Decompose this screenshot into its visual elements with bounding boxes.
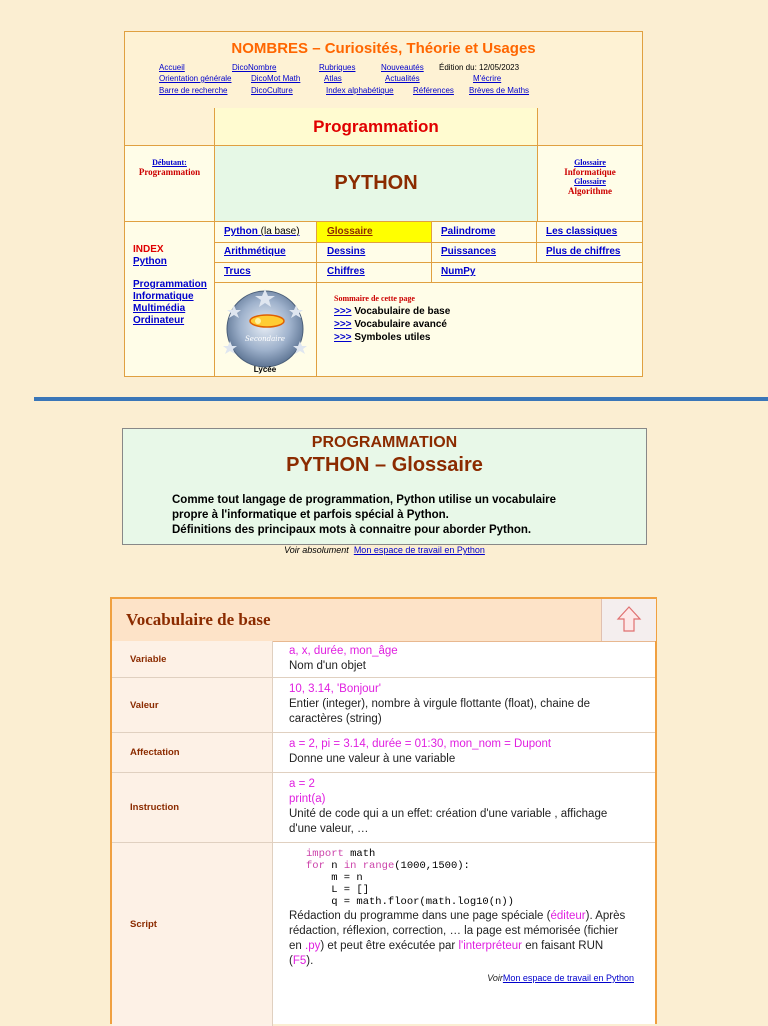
nav-index-alpha[interactable]: Index alphabétique [326,86,394,95]
row-definition-1: Entier (integer), nombre à virgule flottante (float), chaine de [289,698,591,710]
site-header [124,31,643,377]
summary-title: Sommaire de cette page [334,294,415,303]
table-row-valeur [112,678,655,733]
page-title: PYTHON – Glossaire [286,454,483,476]
script-workspace-link[interactable]: Mon espace de travail en Python [502,973,634,983]
summary-item-1[interactable]: >>> Vocabulaire de base [334,306,451,317]
index-label: INDEX [133,244,164,255]
index-informatique-link[interactable]: Informatique [133,291,194,302]
script-description: Rédaction du programme dans une page spéciale (éditeur). Après rédaction, réflexion, correction, … la page est mémorisée (fichier en .py) et peut être exécutée par l'interpréteur en faisant RUN (F5). [289,910,626,967]
nav-atlas[interactable]: Atlas [324,74,342,83]
glossaire-link-2[interactable]: Glossaire [574,177,606,186]
row-label: Variable [130,654,167,665]
badge-label: Lycée [253,365,277,374]
page-summary [334,294,450,344]
grid-chiffres-link[interactable]: Chiffres [327,266,365,277]
vocab-header [112,599,655,642]
code-block: import math for n in range(1000,1500): m = n L = [] q = math.floor(math.log10(n)) [306,848,514,908]
corner-cell [125,108,215,146]
grid-trucs-link[interactable]: Trucs [224,266,251,277]
summary-link-3[interactable]: >>> [334,332,352,343]
nav-orientation[interactable]: Orientation générale [159,74,232,83]
voir-workspace-link[interactable]: Mon espace de travail en Python [353,545,485,555]
topic-title: PYTHON [334,172,418,194]
grid-glossaire-link[interactable]: Glossaire [327,226,373,237]
row-definition-2: d'une valeur, … [289,823,369,835]
table-row-script [112,843,655,1026]
row-example: a, x, durée, mon_âge [289,645,398,657]
grid-python-link[interactable]: Python [224,226,258,237]
interpreteur-link[interactable]: l'interpréteur [458,940,522,952]
edition-date: Édition du: 12/05/2023 [439,63,520,72]
topic-grid [214,222,642,376]
summary-item-2[interactable]: >>> Vocabulaire avancé [334,319,447,330]
nav-nouveautes[interactable]: Nouveautés [381,63,424,72]
nav-breves[interactable]: Brèves de Maths [469,86,530,95]
beginner-link[interactable]: Débutant: [152,158,187,167]
intro-line-2: propre à l'informatique et parfois spécial à Python. [172,509,449,521]
index-python-link[interactable]: Python [133,256,167,267]
nav-diconombre[interactable]: DicoNombre [232,63,277,72]
section-title-cell [215,108,537,146]
index-ordinateur-link[interactable]: Ordinateur [133,315,185,326]
page-intro [172,493,556,538]
grid-dessins-link[interactable]: Dessins [327,246,366,257]
row-definition-2: caractères (string) [289,713,382,725]
voir-prefix: Voir absolument [284,545,349,555]
nav-diconculture[interactable]: DicoCulture [251,86,293,95]
index-cell [125,222,215,376]
lycee-badge-icon [214,283,316,376]
level-badge[interactable] [214,283,316,376]
grid-plus-chiffres-link[interactable]: Plus de chiffres [546,246,621,257]
grid-palindrome-link[interactable]: Palindrome [441,226,496,237]
index-multimedia-link[interactable]: Multimédia [133,303,186,314]
nav-recherche[interactable]: Barre de recherche [159,86,228,95]
glossaire-link-1[interactable]: Glossaire [574,158,606,167]
section-divider [34,397,768,401]
row-example: a = 2, pi = 3.14, durée = 01:30, mon_nom = Dupont [289,738,552,750]
row-label: Script [130,919,157,930]
grid-python-suffix: (la base) [257,226,300,237]
row-label: Instruction [130,802,180,813]
row-definition: Nom d'un objet [289,660,366,672]
section-title: Programmation [313,117,439,136]
nav-mecrire[interactable]: M'écrire [473,74,502,83]
summary-link-2[interactable]: >>> [334,319,352,330]
badge-text: Secondaire [245,335,285,343]
page-kicker: PROGRAMMATION [311,434,458,451]
row-label: Valeur [130,700,159,711]
nav-actualites[interactable]: Actualités [385,74,420,83]
grid-numpy-link[interactable]: NumPy [441,266,476,277]
voir-absolument [122,545,647,555]
grid-puissances-link[interactable]: Puissances [441,246,497,257]
row-definition-1: Unité de code qui a un effet: création d'une variable , affichage [289,808,608,820]
index-programmation-link[interactable]: Programmation [133,279,207,290]
back-to-top-button[interactable] [601,599,656,641]
nav-dicomot[interactable]: DicoMot Math [251,74,301,83]
script-content [289,848,644,986]
table-row-affectation [112,733,655,773]
intro-line-3: Définitions des principaux mots à connaitre pour aborder Python. [172,524,532,536]
vocab-heading: Vocabulaire de base [126,610,271,629]
algorithme-label[interactable]: Algorithme [568,186,612,196]
row-label: Affectation [130,747,180,758]
site-title[interactable]: NOMBRES – Curiosités, Théorie et Usages [231,40,536,57]
up-arrow-icon [602,599,656,641]
beginner-cell [125,146,215,222]
top-navigation [125,32,642,109]
row-example-2: print(a) [289,793,326,805]
editeur-link[interactable]: éditeur [550,910,586,922]
row-definition: Donne une valeur à une variable [289,753,456,765]
informatique-label[interactable]: Informatique [564,167,616,177]
glossary-cell [537,146,642,222]
table-row-variable [112,641,655,678]
row-example-1: a = 2 [289,778,315,790]
summary-link-1[interactable]: >>> [334,306,352,317]
nav-rubriques[interactable]: Rubriques [319,63,356,72]
nav-accueil[interactable]: Accueil [159,63,185,72]
row-example: 10, 3.14, 'Bonjour' [289,683,381,695]
table-row-instruction [112,773,655,843]
grid-classiques-link[interactable]: Les classiques [546,226,618,237]
grid-arithmetique-link[interactable]: Arithmétique [224,246,286,257]
corner-cell-right [537,108,642,146]
summary-item-3[interactable]: >>> Symboles utiles [334,332,431,343]
topic-title-cell [215,146,537,222]
page-title-box [122,428,647,545]
nav-references[interactable]: Références [413,86,454,95]
beginner-programmation[interactable]: Programmation [138,167,201,177]
intro-line-1: Comme tout langage de programmation, Python utilise un vocabulaire [172,494,557,506]
vocab-table [110,597,657,1024]
script-voir: VoirMon espace de travail en Python [487,973,634,983]
